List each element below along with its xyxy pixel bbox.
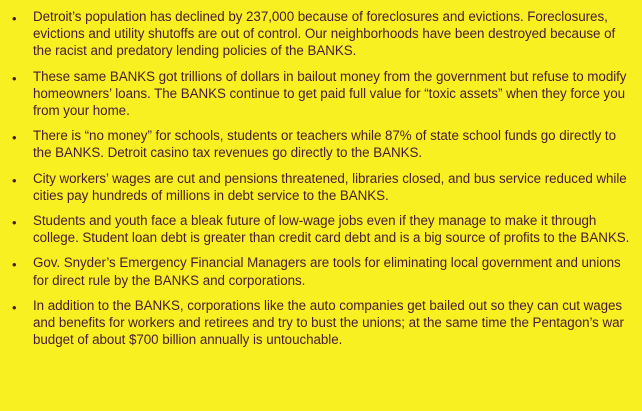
bullet-text: Students and youth face a bleak future of low-wage jobs even if they manage to make it through college. Student loan debt is greater than credit card debt and is a big source of profits to the BANKS. [33,213,630,246]
bullet-text: Detroit’s population has declined by 237,000 because of foreclosures and evictions. Foreclosures, evictions and utility shutoffs are out of control. Our neighborhoods have been destroyed because of the racist and predatory lending policies of the BANKS. [33,9,616,59]
bullet-icon: • [12,70,17,86]
bullet-item-students [8,212,632,246]
bullet-item-bailout [8,68,632,120]
bullet-icon: • [12,130,17,146]
bullet-icon: • [12,172,17,188]
bullet-list [8,8,632,348]
bullet-item-corporations [8,297,632,349]
bullet-item-emergency-managers [8,254,632,288]
bullet-text: Gov. Snyder’s Emergency Financial Managers are tools for eliminating local government and unions for direct rule by the BANKS and corporations. [33,255,621,288]
bullet-icon: • [12,215,17,231]
bullet-text: In addition to the BANKS, corporations like the auto companies get bailed out so they can cut wages and benefits for workers and retirees and try to bust the unions; at the same time the Pentagon’s war budget of about $700 billion annually is untouchable. [33,297,624,348]
bullet-text: There is “no money” for schools, students or teachers while 87% of state school funds go directly to the BANKS. Detroit casino tax revenues go directly to the BANKS. [33,128,616,161]
bullet-icon: • [12,257,17,273]
bullet-text: These same BANKS got trillions of dollars in bailout money from the government but refuse to modify homeowners’ loans. The BANKS continue to get paid full value for “toxic assets” when they force you from your home. [33,68,627,119]
bullet-item-schools [8,127,632,161]
bullet-icon: • [12,11,17,26]
bullet-item-population [8,8,632,60]
bullet-item-city-workers [8,170,632,204]
bullet-text: City workers’ wages are cut and pensions threatened, libraries closed, and bus service reduced while cities pay hundreds of millions in debt service to the BANKS. [33,170,627,203]
bullet-icon: • [12,299,17,315]
